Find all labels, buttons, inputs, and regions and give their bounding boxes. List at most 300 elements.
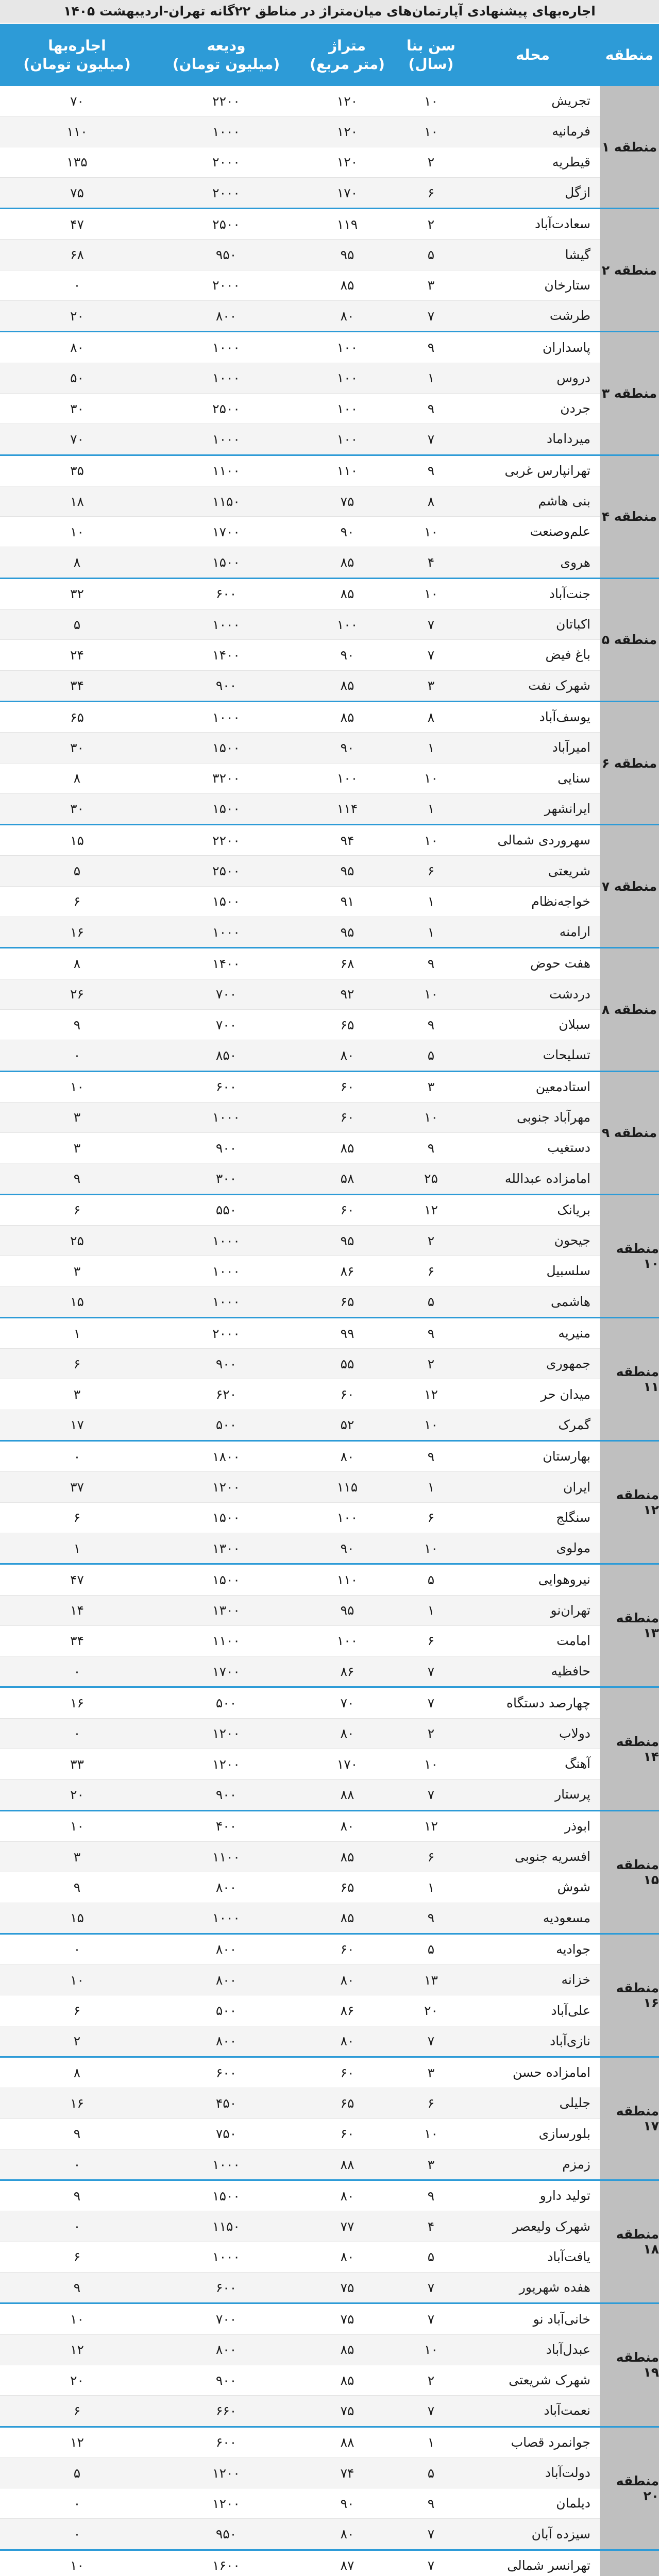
table-row xyxy=(0,1841,600,1872)
area-cell: ۸۶ xyxy=(340,1664,354,1679)
region-rows xyxy=(0,209,600,331)
rent-cell: ۸ xyxy=(73,771,81,786)
table-row xyxy=(0,793,600,824)
region-rows xyxy=(0,456,600,578)
area-cell: ۷۵ xyxy=(340,494,354,509)
deposit-cell: ۱۴۰۰ xyxy=(212,647,240,663)
table-row xyxy=(0,1935,600,1964)
neighborhood-cell: یوسف‌آباد xyxy=(539,709,590,725)
table-row xyxy=(0,1533,600,1563)
deposit-cell: ۸۰۰ xyxy=(215,1879,237,1895)
region-rows xyxy=(0,948,600,1070)
neighborhood-cell: مهرآباد جنوبی xyxy=(516,1109,590,1125)
deposit-cell: ۲۲۰۰ xyxy=(212,93,240,109)
deposit-cell: ۱۰۰۰ xyxy=(212,124,240,139)
table-row xyxy=(0,670,600,701)
rent-cell: ۲۶ xyxy=(70,987,84,1002)
neighborhood-cell: جوادیه xyxy=(556,1941,590,1957)
age-cell: ۱۰ xyxy=(424,2342,438,2358)
deposit-cell: ۱۴۰۰ xyxy=(212,956,240,971)
age-cell: ۱۰ xyxy=(424,987,438,1002)
deposit-cell: ۹۰۰ xyxy=(215,1787,237,1802)
neighborhood-cell: دیلمان xyxy=(556,2496,590,2511)
age-cell: ۳ xyxy=(427,2157,435,2172)
deposit-cell: ۲۰۰۰ xyxy=(212,278,240,293)
region-label: منطقه ۱۱ xyxy=(600,1318,659,1440)
neighborhood-cell: طرشت xyxy=(549,308,590,324)
neighborhood-cell: ایرانشهر xyxy=(544,801,590,816)
rent-cell: ۳ xyxy=(73,1110,81,1125)
table-row xyxy=(0,2088,600,2118)
neighborhood-cell: بنی هاشم xyxy=(538,494,590,509)
header-age: سن بنا (سال) xyxy=(407,37,455,73)
region-block xyxy=(0,825,659,948)
area-cell: ۸۵ xyxy=(340,2342,354,2358)
age-cell: ۶ xyxy=(427,863,435,879)
rent-cell: ۱ xyxy=(73,1540,81,1556)
table-row xyxy=(0,639,600,670)
neighborhood-cell: پاسداران xyxy=(543,340,590,355)
area-cell: ۶۰ xyxy=(340,2126,354,2142)
rent-cell: ۰ xyxy=(73,1664,81,1679)
rent-cell: ۹ xyxy=(73,1171,81,1187)
rent-cell: ۷۰ xyxy=(70,431,84,447)
area-cell: ۹۰ xyxy=(340,647,354,663)
rent-cell: ۵۰ xyxy=(70,370,84,386)
age-cell: ۱۲ xyxy=(424,1387,438,1402)
deposit-cell: ۱۲۰۰ xyxy=(212,2496,240,2511)
region-label: منطقه ۲ xyxy=(600,209,659,331)
rent-cell: ۶۸ xyxy=(70,247,84,263)
neighborhood-cell: شهرک نفت xyxy=(528,677,590,693)
deposit-cell: ۶۰۰ xyxy=(215,1079,237,1095)
rent-cell: ۶ xyxy=(73,2003,81,2019)
table-row xyxy=(0,2058,600,2088)
table-row xyxy=(0,1009,600,1040)
age-cell: ۱۰ xyxy=(424,524,438,539)
area-cell: ۸۰ xyxy=(340,1449,354,1464)
age-cell: ۲ xyxy=(427,216,435,232)
age-cell: ۷ xyxy=(427,2033,435,2049)
area-cell: ۷۵ xyxy=(340,2312,354,2327)
rent-cell: ۴۷ xyxy=(70,1572,84,1587)
age-cell: ۶ xyxy=(427,1510,435,1526)
table-row xyxy=(0,332,600,362)
age-cell: ۱۰ xyxy=(424,1756,438,1772)
deposit-cell: ۱۱۰۰ xyxy=(212,1633,240,1649)
deposit-cell: ۸۰۰ xyxy=(215,2033,237,2049)
area-cell: ۹۵ xyxy=(340,247,354,263)
deposit-cell: ۱۰۰۰ xyxy=(212,2157,240,2172)
deposit-cell: ۲۵۰۰ xyxy=(212,863,240,879)
area-cell: ۸۸ xyxy=(340,2157,354,2172)
neighborhood-cell: چهارصد دستگاه xyxy=(506,1695,590,1710)
rent-cell: ۰ xyxy=(73,2527,81,2542)
neighborhood-cell: نازی‌آباد xyxy=(550,2033,590,2048)
area-cell: ۸۵ xyxy=(340,709,354,725)
age-cell: ۹ xyxy=(427,340,435,355)
deposit-cell: ۷۰۰ xyxy=(215,987,237,1002)
rent-cell: ۶ xyxy=(73,1202,81,1218)
region-label: منطقه ۶ xyxy=(600,702,659,824)
header-neighborhood: محله xyxy=(516,46,550,63)
area-cell: ۸۵ xyxy=(340,555,354,570)
table-row xyxy=(0,1811,600,1841)
table-row xyxy=(0,1595,600,1625)
area-cell: ۸۷ xyxy=(340,2558,354,2573)
age-cell: ۹ xyxy=(427,1140,435,1156)
region-rows xyxy=(0,1688,600,1809)
region-rows xyxy=(0,2181,600,2302)
area-cell: ۱۰۰ xyxy=(336,771,358,786)
age-cell: ۱۰ xyxy=(424,124,438,139)
area-cell: ۱۰۰ xyxy=(336,370,358,386)
age-cell: ۶ xyxy=(427,1633,435,1649)
area-cell: ۵۵ xyxy=(340,1356,354,1371)
region-label: منطقه ۱ xyxy=(600,86,659,208)
neighborhood-cell: سلسبیل xyxy=(546,1263,590,1279)
rent-cell: ۰ xyxy=(73,2219,81,2234)
neighborhood-cell: آهنگ xyxy=(564,1756,590,1772)
age-cell: ۱۰ xyxy=(424,1417,438,1433)
area-cell: ۱۱۴ xyxy=(336,801,358,817)
neighborhood-cell: شوش xyxy=(557,1879,590,1895)
age-cell: ۵ xyxy=(427,1047,435,1063)
table-row xyxy=(0,763,600,793)
deposit-cell: ۹۰۰ xyxy=(215,678,237,693)
neighborhood-cell: گمرک xyxy=(558,1417,590,1432)
rent-cell: ۳۲ xyxy=(70,586,84,602)
neighborhood-cell: سیزده آبان xyxy=(531,2526,590,2541)
neighborhood-cell: تجریش xyxy=(551,93,590,109)
region-block xyxy=(0,1935,659,2058)
area-cell: ۹۰ xyxy=(340,2496,354,2511)
area-cell: ۸۸ xyxy=(340,2435,354,2450)
deposit-cell: ۲۰۰۰ xyxy=(212,1326,240,1341)
area-cell: ۱۷۰ xyxy=(336,185,358,200)
region-block xyxy=(0,1688,659,1811)
rent-cell: ۲ xyxy=(73,2033,81,2049)
neighborhood-cell: شهرک ولیعصر xyxy=(512,2218,590,2234)
table-row xyxy=(0,1132,600,1163)
age-cell: ۱ xyxy=(427,894,435,909)
neighborhood-cell: سنایی xyxy=(557,770,590,786)
deposit-cell: ۱۱۰۰ xyxy=(212,463,240,479)
neighborhood-cell: میرداماد xyxy=(547,431,590,447)
table-row xyxy=(0,825,600,855)
area-cell: ۷۰ xyxy=(340,1696,354,1711)
area-cell: ۹۹ xyxy=(340,1326,354,1341)
region-rows xyxy=(0,1072,600,1194)
deposit-cell: ۵۰۰ xyxy=(215,1417,237,1433)
rent-cell: ۱۰ xyxy=(70,2312,84,2327)
deposit-cell: ۶۲۰ xyxy=(215,1387,237,1402)
table-row xyxy=(0,2518,600,2549)
area-cell: ۸۵ xyxy=(340,1849,354,1865)
region-rows xyxy=(0,2551,600,2576)
rent-cell: ۳۵ xyxy=(70,463,84,479)
neighborhood-cell: قیطریه xyxy=(552,154,590,170)
age-cell: ۱۰ xyxy=(424,1540,438,1556)
table-row xyxy=(0,2272,600,2302)
deposit-cell: ۱۵۰۰ xyxy=(212,1510,240,1526)
table-row xyxy=(0,1163,600,1193)
rent-cell: ۸ xyxy=(73,555,81,570)
table-row xyxy=(0,579,600,609)
region-rows xyxy=(0,332,600,454)
deposit-cell: ۴۵۰ xyxy=(215,2095,237,2111)
age-cell: ۷ xyxy=(427,2558,435,2573)
region-block xyxy=(0,702,659,825)
age-cell: ۷ xyxy=(427,431,435,447)
area-cell: ۶۰ xyxy=(340,1079,354,1095)
rent-cell: ۳ xyxy=(73,1140,81,1156)
deposit-cell: ۱۱۵۰ xyxy=(212,2219,240,2234)
rent-cell: ۱۵ xyxy=(70,1294,84,1310)
neighborhood-cell: هروی xyxy=(560,554,590,570)
neighborhood-cell: زمزم xyxy=(562,2157,590,2172)
rent-cell: ۵ xyxy=(73,617,81,632)
deposit-cell: ۱۰۰۰ xyxy=(212,924,240,940)
area-cell: ۸۶ xyxy=(340,1263,354,1279)
age-cell: ۱ xyxy=(427,801,435,817)
table-row xyxy=(0,86,600,116)
table-row xyxy=(0,1102,600,1132)
area-cell: ۹۵ xyxy=(340,863,354,879)
deposit-cell: ۱۳۰۰ xyxy=(212,1603,240,1618)
area-cell: ۵۲ xyxy=(340,1417,354,1433)
neighborhood-cell: دستغیب xyxy=(547,1140,590,1156)
table-row xyxy=(0,2181,600,2211)
neighborhood-cell: میدان حر xyxy=(540,1386,590,1402)
table-row xyxy=(0,2428,600,2458)
deposit-cell: ۵۵۰ xyxy=(215,1202,237,1218)
deposit-cell: ۱۰۰۰ xyxy=(212,1263,240,1279)
region-block xyxy=(0,2058,659,2181)
rent-cell: ۶ xyxy=(73,894,81,909)
rent-cell: ۶ xyxy=(73,1510,81,1526)
deposit-cell: ۱۵۰۰ xyxy=(212,555,240,570)
age-cell: ۵ xyxy=(427,2465,435,2481)
rent-cell: ۳۴ xyxy=(70,678,84,693)
rent-cell: ۲۰ xyxy=(70,1787,84,1802)
rent-cell: ۳۰ xyxy=(70,401,84,416)
deposit-cell: ۲۰۰۰ xyxy=(212,185,240,200)
rent-cell: ۶ xyxy=(73,2403,81,2418)
area-cell: ۱۲۰ xyxy=(336,124,358,139)
table-row xyxy=(0,1964,600,1995)
table-row xyxy=(0,2211,600,2241)
deposit-cell: ۱۵۰۰ xyxy=(212,740,240,755)
deposit-cell: ۱۰۰۰ xyxy=(212,1910,240,1926)
region-label: منطقه ۳ xyxy=(600,332,659,454)
table-row xyxy=(0,1225,600,1256)
area-cell: ۸۰ xyxy=(340,2527,354,2542)
area-cell: ۱۰۰ xyxy=(336,617,358,632)
neighborhood-cell: علم‌وصنعت xyxy=(530,524,590,539)
rent-cell: ۲۴ xyxy=(70,647,84,663)
age-cell: ۲۵ xyxy=(424,1171,438,1187)
rent-cell: ۰ xyxy=(73,2496,81,2511)
region-label: منطقه ۱۴ xyxy=(600,1688,659,1809)
neighborhood-cell: مولوی xyxy=(556,1540,590,1556)
region-label: منطقه ۱۲ xyxy=(600,1442,659,1563)
area-cell: ۶۵ xyxy=(340,1879,354,1895)
table-row xyxy=(0,1872,600,1902)
table-row xyxy=(0,177,600,208)
age-cell: ۷ xyxy=(427,2527,435,2542)
table-header xyxy=(0,24,659,86)
area-cell: ۸۰ xyxy=(340,308,354,324)
rent-cell: ۱۰ xyxy=(70,1972,84,1988)
neighborhood-cell: تهران‌نو xyxy=(550,1602,590,1618)
area-cell: ۵۸ xyxy=(340,1171,354,1187)
rent-cell: ۰ xyxy=(73,1726,81,1741)
area-cell: ۸۶ xyxy=(340,2003,354,2019)
deposit-cell: ۱۳۰۰ xyxy=(212,1540,240,1556)
deposit-cell: ۱۷۰۰ xyxy=(212,1664,240,1679)
table-body xyxy=(0,86,659,2576)
area-cell: ۱۰۰ xyxy=(336,1633,358,1649)
region-block xyxy=(0,948,659,1072)
area-cell: ۱۲۰ xyxy=(336,93,358,109)
table-row xyxy=(0,2365,600,2395)
neighborhood-cell: یافت‌آباد xyxy=(547,2249,590,2264)
age-cell: ۱۰ xyxy=(424,1110,438,1125)
rent-cell: ۳۰ xyxy=(70,740,84,755)
area-cell: ۸۰ xyxy=(340,2188,354,2204)
deposit-cell: ۵۰۰ xyxy=(215,2003,237,2019)
rent-cell: ۳۰ xyxy=(70,801,84,817)
rent-cell: ۱۶ xyxy=(70,2095,84,2111)
region-label: منطقه ۱۷ xyxy=(600,2058,659,2179)
neighborhood-cell: تهرانسر شمالی xyxy=(507,2557,590,2573)
age-cell: ۹ xyxy=(427,1017,435,1032)
neighborhood-cell: سهروردی شمالی xyxy=(497,833,590,848)
rent-cell: ۸۰ xyxy=(70,340,84,355)
deposit-cell: ۱۲۰۰ xyxy=(212,1480,240,1495)
table-row xyxy=(0,239,600,269)
age-cell: ۹ xyxy=(427,1326,435,1341)
header-rent: اجاره‌بها (میلیون تومان) xyxy=(23,37,131,73)
area-cell: ۱۷۰ xyxy=(336,1756,358,1772)
neighborhood-cell: بلورسازی xyxy=(538,2126,590,2141)
table-row xyxy=(0,1688,600,1718)
rent-cell: ۵ xyxy=(73,863,81,879)
table-row xyxy=(0,1442,600,1471)
deposit-cell: ۲۵۰۰ xyxy=(212,216,240,232)
area-cell: ۸۵ xyxy=(340,278,354,293)
area-cell: ۸۰ xyxy=(340,2249,354,2265)
rent-cell: ۰ xyxy=(73,2157,81,2172)
table-row xyxy=(0,1195,600,1225)
neighborhood-cell: امیرآباد xyxy=(552,740,590,755)
deposit-cell: ۱۲۰۰ xyxy=(212,2465,240,2481)
age-cell: ۱۳ xyxy=(424,1972,438,1988)
deposit-cell: ۷۵۰ xyxy=(215,2126,237,2142)
rent-cell: ۱۲ xyxy=(70,2342,84,2358)
age-cell: ۷ xyxy=(427,2280,435,2295)
deposit-cell: ۹۰۰ xyxy=(215,1140,237,1156)
deposit-cell: ۳۰۰ xyxy=(215,1171,237,1187)
table-row xyxy=(0,702,600,732)
rent-cell: ۱۷ xyxy=(70,1417,84,1433)
table-row xyxy=(0,855,600,886)
region-rows xyxy=(0,702,600,824)
rent-cell: ۱۲ xyxy=(70,2435,84,2450)
rent-cell: ۴۷ xyxy=(70,216,84,232)
region-block xyxy=(0,456,659,579)
neighborhood-cell: بهارستان xyxy=(543,1449,590,1464)
age-cell: ۷ xyxy=(427,1787,435,1802)
deposit-cell: ۱۶۰۰ xyxy=(212,2558,240,2573)
deposit-cell: ۱۵۰۰ xyxy=(212,1572,240,1587)
region-rows xyxy=(0,86,600,208)
area-cell: ۶۵ xyxy=(340,1294,354,1310)
age-cell: ۹ xyxy=(427,2496,435,2511)
deposit-cell: ۶۰۰ xyxy=(215,2435,237,2450)
region-rows xyxy=(0,2304,600,2426)
region-rows xyxy=(0,1935,600,2056)
deposit-cell: ۶۶۰ xyxy=(215,2403,237,2418)
area-cell: ۸۰ xyxy=(340,2033,354,2049)
neighborhood-cell: شریعتی xyxy=(548,863,590,878)
rent-cell: ۱۴ xyxy=(70,1603,84,1618)
table-row xyxy=(0,1256,600,1286)
table-row xyxy=(0,2119,600,2149)
region-label: منطقه ۴ xyxy=(600,456,659,578)
age-cell: ۷ xyxy=(427,617,435,632)
age-cell: ۱۰ xyxy=(424,93,438,109)
rent-cell: ۳۴ xyxy=(70,1633,84,1649)
age-cell: ۱ xyxy=(427,740,435,755)
rent-cell: ۹ xyxy=(73,2280,81,2295)
region-block xyxy=(0,209,659,332)
neighborhood-cell: ایران xyxy=(563,1479,590,1495)
deposit-cell: ۱۰۰۰ xyxy=(212,431,240,447)
region-label: منطقه ۱۵ xyxy=(600,1811,659,1933)
deposit-cell: ۱۷۰۰ xyxy=(212,524,240,539)
rent-cell: ۰ xyxy=(73,1449,81,1464)
age-cell: ۷ xyxy=(427,2312,435,2327)
area-cell: ۶۵ xyxy=(340,2095,354,2111)
age-cell: ۷ xyxy=(427,647,435,663)
region-rows xyxy=(0,1565,600,1686)
table-row xyxy=(0,486,600,516)
neighborhood-cell: افسریه جنوبی xyxy=(514,1849,590,1865)
age-cell: ۹ xyxy=(427,401,435,416)
rent-cell: ۰ xyxy=(73,278,81,293)
age-cell: ۴ xyxy=(427,2219,435,2234)
table-row xyxy=(0,1749,600,1779)
neighborhood-cell: تولید دارو xyxy=(539,2188,590,2204)
rent-cell: ۶ xyxy=(73,2249,81,2265)
region-rows xyxy=(0,1195,600,1317)
region-block xyxy=(0,579,659,702)
header-deposit: ودیعه (میلیون تومان) xyxy=(172,37,280,73)
neighborhood-cell: نعمت‌آباد xyxy=(544,2403,590,2418)
rent-cell: ۲۰ xyxy=(70,308,84,324)
deposit-cell: ۱۵۰۰ xyxy=(212,2188,240,2204)
area-cell: ۹۱ xyxy=(340,894,354,909)
neighborhood-cell: فرمانیه xyxy=(552,124,590,139)
table-row xyxy=(0,1379,600,1409)
table-row xyxy=(0,948,600,978)
area-cell: ۸۵ xyxy=(340,1910,354,1926)
age-cell: ۱ xyxy=(427,1603,435,1618)
age-cell: ۵ xyxy=(427,247,435,263)
age-cell: ۹ xyxy=(427,1910,435,1926)
